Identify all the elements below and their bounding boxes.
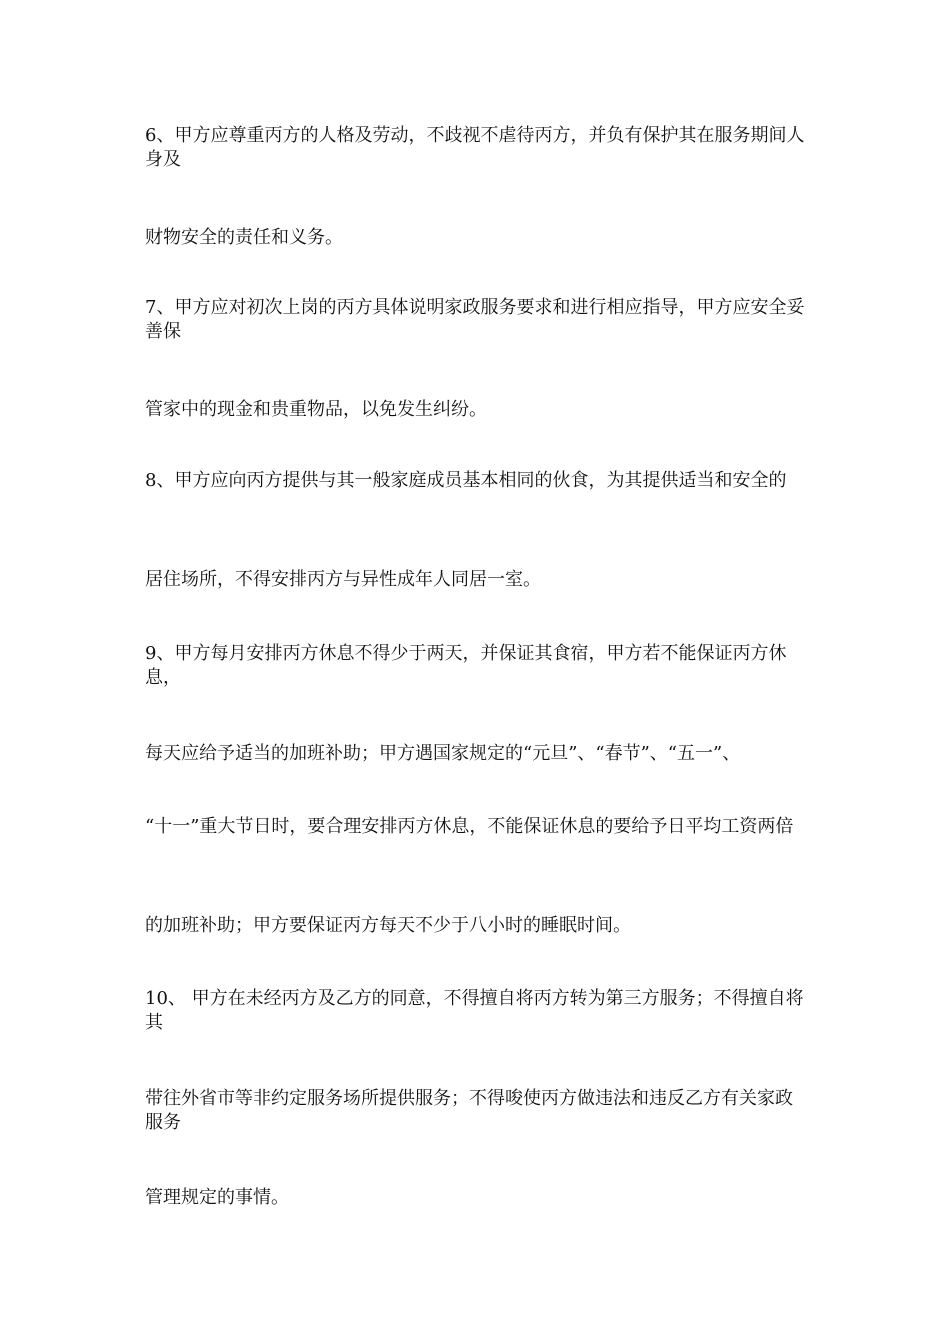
paragraph-6-line-2: 财物安全的责任和义务。 xyxy=(145,227,343,248)
paragraph-7-line-1: 7、甲方应对初次上岗的丙方具体说明家政服务要求和进行相应指导，甲方应安全妥善保 xyxy=(145,297,805,342)
paragraph-10-line-3: 管理规定的事情。 xyxy=(145,1187,289,1208)
paragraph-10-line-2: 带往外省市等非约定服务场所提供服务；不得唆使丙方做违法和违反乙方有关家政服务 xyxy=(145,1088,793,1133)
paragraph-9-line-4: 的加班补助；甲方要保证丙方每天不少于八小时的睡眠时间。 xyxy=(145,915,631,936)
paragraph-7-line-2: 管家中的现金和贵重物品，以免发生纠纷。 xyxy=(145,399,487,420)
paragraph-8-line-1: 8、甲方应向丙方提供与其一般家庭成员基本相同的伙食，为其提供适当和安全的 xyxy=(145,470,787,491)
paragraph-9-line-2: 每天应给予适当的加班补助；甲方遇国家规定的“元旦”、“春节”、“五一”、 xyxy=(145,743,741,764)
paragraph-9-line-3: “十一”重大节日时，要合理安排丙方休息，不能保证休息的要给予日平均工资两倍 xyxy=(145,816,794,837)
paragraph-8-line-2: 居住场所，不得安排丙方与异性成年人同居一室。 xyxy=(145,569,541,590)
paragraph-6-line-1: 6、甲方应尊重丙方的人格及劳动，不歧视不虐待丙方，并负有保护其在服务期间人身及 xyxy=(145,125,805,170)
paragraph-9-line-1: 9、甲方每月安排丙方休息不得少于两天，并保证其食宿，甲方若不能保证丙方休息， xyxy=(145,643,787,688)
paragraph-10-line-1: 10、 甲方在未经丙方及乙方的同意，不得擅自将丙方转为第三方服务；不得擅自将其 xyxy=(145,988,804,1033)
